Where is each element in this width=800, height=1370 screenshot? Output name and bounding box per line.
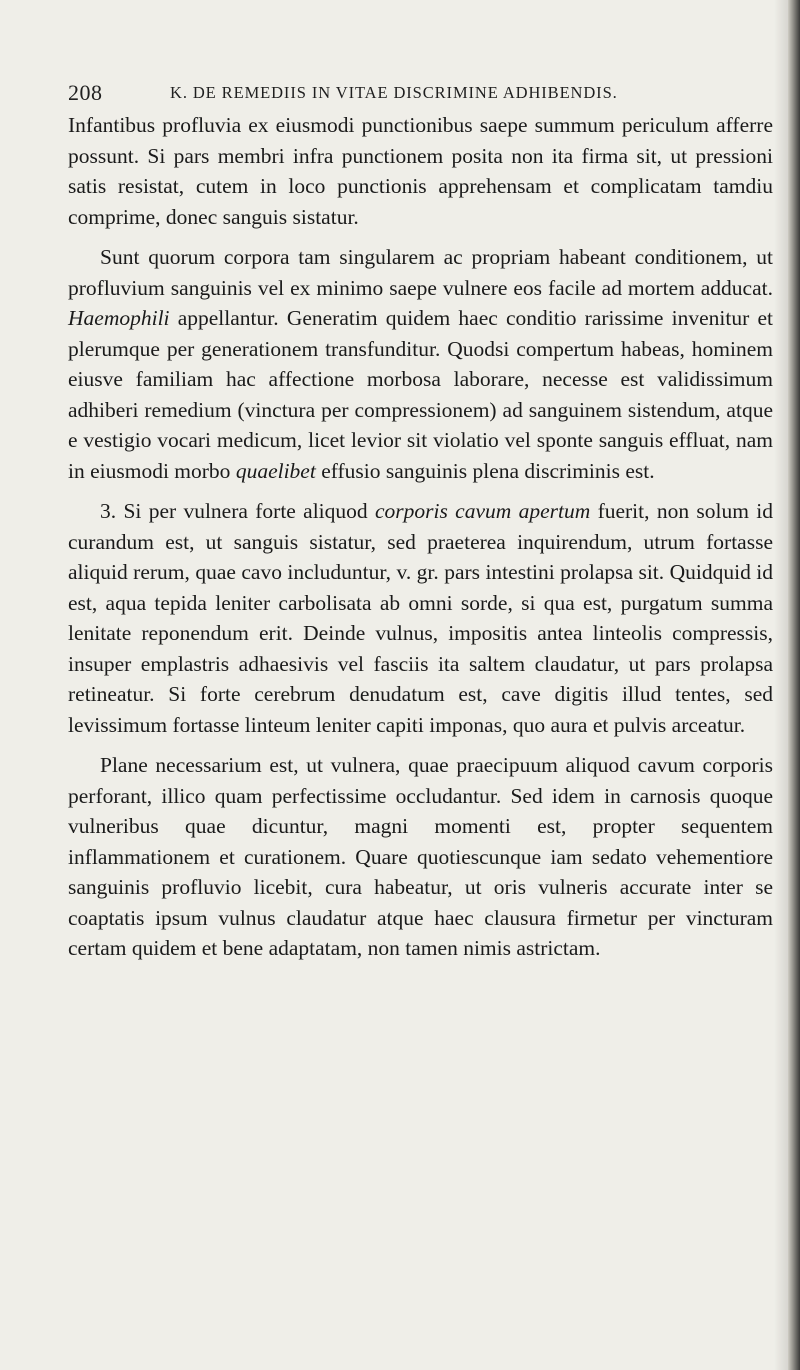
page-edge-shadow bbox=[774, 0, 788, 1370]
term-haemophili: Haemophili bbox=[68, 306, 170, 330]
paragraph-3-text-a: 3. Si per vulnera forte aliquod bbox=[100, 499, 375, 523]
paragraph-1-text: Infantibus profluvia ex eiusmodi punctionibus saepe summum periculum afferre possunt. Si pars membri infra punctionem posita non ita firma sit, ut pressioni satis resistat, cutem in loco punctionis apprehensam et complicatam tamdiu comprime, donec sanguis sistatur. bbox=[68, 113, 773, 229]
paragraph-4-text: Plane necessarium est, ut vulnera, quae praecipuum aliquod cavum corporis perforant, illico quam perfectissime occludantur. Sed idem in carnosis quoque vulneribus quae dicuntur, magni momenti est, propter sequentem inflammationem et curationem. Quare quotiescunque iam sedato vehementiore sanguinis profluvio licebit, cura habeatur, ut oris vulneris accurate inter se coaptatis ipsum vulnus claudatur atque haec clausura firmetur per vincturam certam quidem et bene adaptatam, non tamen nimis astrictam. bbox=[68, 753, 773, 960]
book-gutter bbox=[788, 0, 800, 1370]
body-text bbox=[68, 110, 773, 964]
paragraph-1 bbox=[68, 110, 773, 232]
paragraph-2-text-b: appellantur. Generatim quidem haec conditio rarissime invenitur et plerumque per generationem transfunditur. Quodsi compertum habeas, hominem eiusve familiam hac affectione morbosa laborare, necesse est validissimum adhiberi remedium (vinctura per compressionem) ad sanguinem sistendum, atque e vestigio vocari medicum, licet levior sit violatio vel sponte sanguis effluat, nam in eiusmodi morbo bbox=[68, 306, 773, 483]
paragraph-3-text-b: fuerit, non solum id curandum est, ut sanguis sistatur, sed praeterea inquirendum, utrum fortasse aliquid rerum, quae cavo includuntur, v. gr. pars intestini prolapsa sit. Quidquid id est, aqua tepida leniter carbolisata ab omni sorde, si qua est, purgatum summa lenitate reponendum erit. Deinde vulnus, impositis antea linteolis compressis, insuper emplastris adhaesivis vel fasciis ita saltem claudatur, ut pars prolapsa retineatur. Si forte cerebrum denudatum est, cave digitis illud tentes, sed levissimum fortasse linteum leniter capiti imponas, quo aura et pulvis arceatur. bbox=[68, 499, 773, 737]
page-header bbox=[68, 80, 773, 110]
running-head: K. DE REMEDIIS IN VITAE DISCRIMINE ADHIBENDIS. bbox=[170, 83, 618, 102]
term-quaelibet: quaelibet bbox=[235, 458, 316, 483]
paragraph-2-text-c: effusio sanguinis plena discriminis est. bbox=[315, 458, 655, 483]
paragraph-4 bbox=[68, 750, 773, 964]
page-number: 208 bbox=[68, 80, 103, 105]
paragraph-3 bbox=[68, 496, 773, 740]
paragraph-2-text-a: Sunt quorum corpora tam singularem ac propriam habeant conditionem, ut profluvium sanguinis vel ex minimo saepe vulnere eos facile ad mortem adducat. bbox=[68, 245, 773, 300]
paragraph-2 bbox=[68, 242, 773, 486]
term-corporis-cavum-apertum: corporis cavum apertum bbox=[374, 499, 591, 523]
